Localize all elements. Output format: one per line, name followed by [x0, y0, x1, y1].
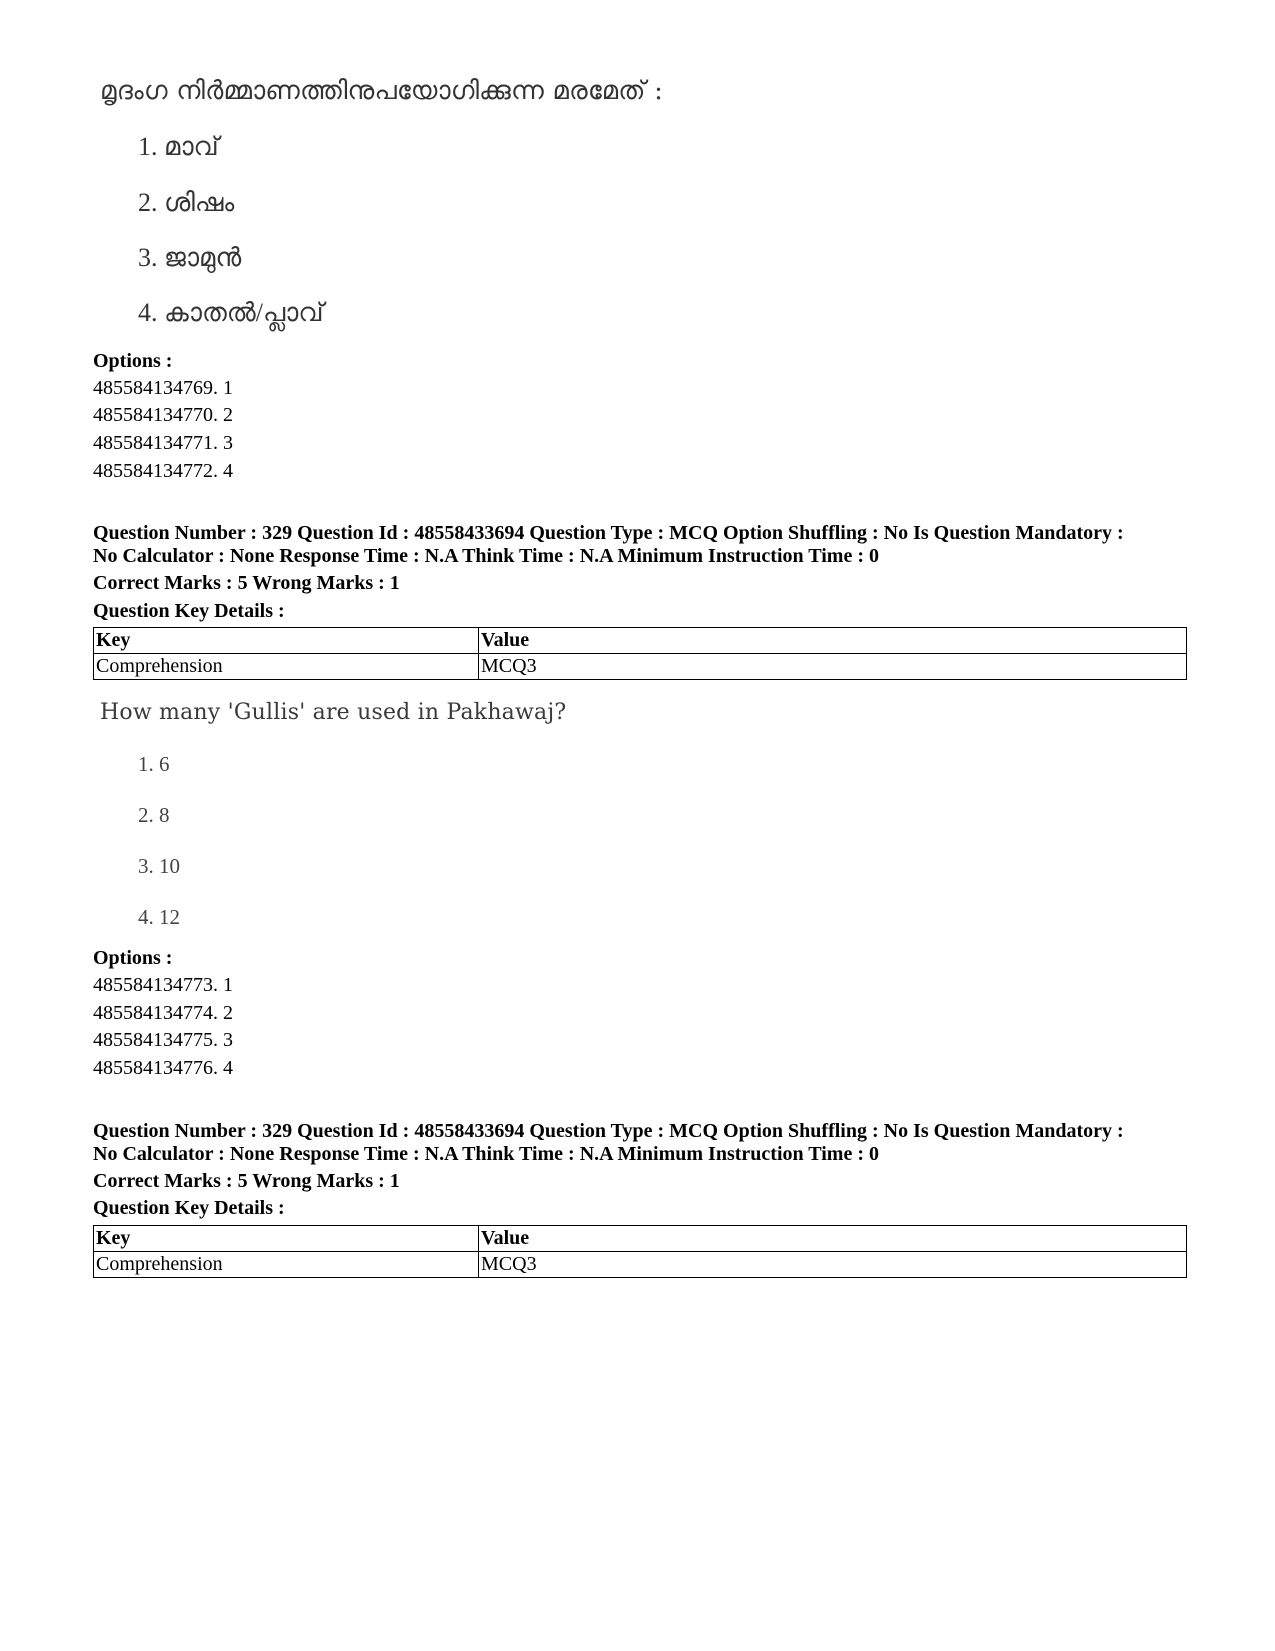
option-line: 485584134775. 3: [93, 1029, 233, 1051]
question-meta-line-2: No Calculator : None Response Time : N.A Think Time : N.A Minimum Instruction Time : 0: [93, 545, 879, 567]
question-meta-line-1: Question Number : 329 Question Id : 48558433694 Question Type : MCQ Option Shuffling : No Is Question Mandatory :: [93, 1120, 1124, 1142]
question-choice-2: 2. ശിഷം: [138, 188, 235, 217]
key-details-label: Question Key Details :: [93, 1197, 285, 1219]
question-choice-3: 3. ജാമുൻ: [138, 243, 242, 272]
question-stem-malayalam: മൃദംഗ നിർമ്മാണത്തിനുപയോഗിക്കുന്ന മരമേത് :: [100, 76, 664, 106]
table-row: [94, 1252, 1187, 1278]
table-cell-key: Comprehension: [94, 654, 479, 680]
question-choice-1: 1. മാവ്: [138, 132, 219, 161]
question-choice-3: 3. 10: [138, 854, 180, 878]
table-header-key: Key: [94, 1226, 479, 1252]
question-choice-4: 4. 12: [138, 905, 180, 929]
key-details-label: Question Key Details :: [93, 600, 285, 622]
table-cell-key: Comprehension: [94, 1252, 479, 1278]
question-meta-line-1: Question Number : 329 Question Id : 48558433694 Question Type : MCQ Option Shuffling : No Is Question Mandatory :: [93, 522, 1124, 544]
option-line: 485584134776. 4: [93, 1057, 233, 1079]
option-line: 485584134773. 1: [93, 974, 233, 996]
table-header-row: [94, 628, 1187, 654]
options-label: Options :: [93, 947, 173, 969]
question-choice-2: 2. 8: [138, 803, 170, 827]
option-line: 485584134771. 3: [93, 432, 233, 454]
question-meta-line-2: No Calculator : None Response Time : N.A Think Time : N.A Minimum Instruction Time : 0: [93, 1143, 879, 1165]
table-header-row: [94, 1226, 1187, 1252]
option-line: 485584134769. 1: [93, 377, 233, 399]
question-choice-4: 4. കാതൽ/പ്ലാവ്: [138, 298, 324, 327]
options-label: Options :: [93, 350, 173, 372]
marks-line: Correct Marks : 5 Wrong Marks : 1: [93, 572, 400, 594]
key-details-table: [93, 1225, 1187, 1278]
table-row: [94, 654, 1187, 680]
table-cell-value: MCQ3: [479, 1252, 1187, 1278]
key-details-table: [93, 627, 1187, 680]
question-choice-1: 1. 6: [138, 752, 170, 776]
option-line: 485584134774. 2: [93, 1002, 233, 1024]
table-header-value: Value: [479, 1226, 1187, 1252]
question-metadata: [93, 522, 1193, 568]
question-stem: How many 'Gullis' are used in Pakhawaj?: [100, 700, 567, 725]
option-line: 485584134770. 2: [93, 404, 233, 426]
marks-line: Correct Marks : 5 Wrong Marks : 1: [93, 1170, 400, 1192]
question-metadata: [93, 1120, 1193, 1166]
table-header-key: Key: [94, 628, 479, 654]
table-cell-value: MCQ3: [479, 654, 1187, 680]
table-header-value: Value: [479, 628, 1187, 654]
option-line: 485584134772. 4: [93, 460, 233, 482]
